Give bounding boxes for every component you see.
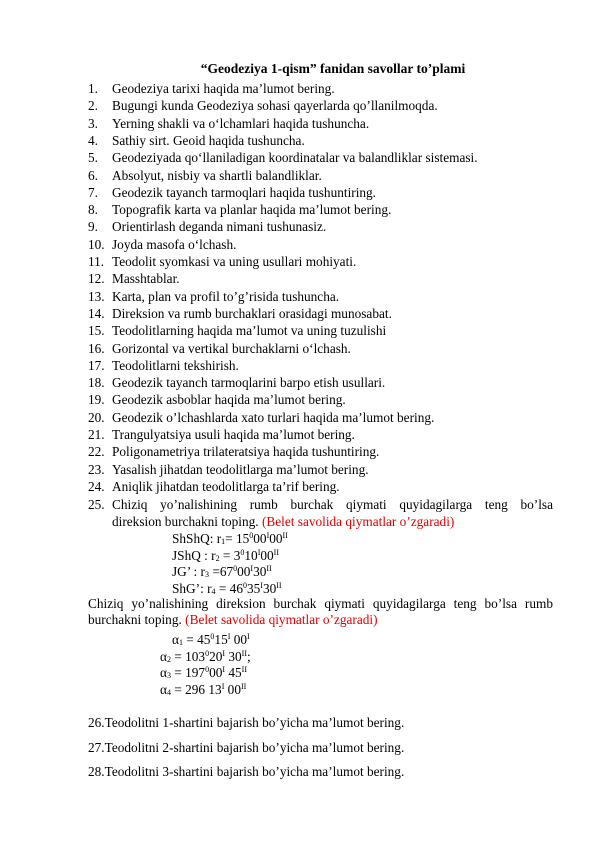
- value-degrees: = 15: [225, 531, 250, 546]
- ticket-note: (Belet savolida qiymatlar o’zgaradi): [185, 612, 378, 627]
- rumb-value: [172, 531, 288, 547]
- question-text: Teodolitni 2-shartini bajarish bo’yicha ma’lumot bering.: [104, 739, 405, 755]
- question-text: Direksion va rumb burchaklari orasidagi munosabat.: [112, 305, 392, 321]
- value-label: α: [160, 681, 167, 697]
- value-minutes: 15: [214, 632, 228, 647]
- question-item: [88, 341, 351, 357]
- alpha-value: [160, 665, 247, 681]
- question-number: 20.: [88, 409, 105, 425]
- question-text: Chiziq yo’nalishining rumb burchak qiymati quyidagilarga teng bo’lsa: [112, 497, 553, 512]
- value-label: JShQ : r: [172, 547, 216, 563]
- question-number: 19.: [88, 392, 105, 408]
- value-index: 4: [166, 687, 171, 697]
- question-item: [88, 715, 404, 731]
- question-number: 17.: [88, 357, 105, 373]
- minute-sign: I: [266, 531, 270, 540]
- question-number: 8.: [88, 202, 98, 218]
- question-item: [88, 479, 340, 495]
- rumb-value: [172, 564, 272, 580]
- value-minutes: 35: [246, 580, 261, 596]
- minute-sign: I: [222, 648, 226, 658]
- question-text: Sathiy sirt. Geoid haqida tushuncha.: [112, 132, 305, 148]
- value-minutes: 20: [209, 648, 223, 664]
- value-label: ShG’: r: [172, 580, 212, 596]
- second-sign: II: [241, 648, 247, 658]
- question-text: Geodezik asboblar haqida ma’lumot bering.: [112, 392, 346, 408]
- question-text: Trangulyatsiya usuli haqida ma’lumot bering.: [112, 427, 355, 442]
- question-number: 2.: [88, 98, 98, 114]
- question-text: Teodolit syomkasi va uning usullari mohiyati.: [112, 254, 357, 269]
- value-degrees: = 45: [182, 632, 211, 647]
- question-number: 14.: [88, 305, 105, 321]
- value-label: α: [160, 665, 167, 680]
- value-index: 2: [215, 553, 220, 563]
- degree-sign: 0: [240, 547, 245, 557]
- question-text: Teodolitlarni tekshirish.: [112, 357, 239, 373]
- question-number: 5.: [88, 150, 98, 166]
- value-degrees: = 197: [170, 665, 206, 680]
- value-degrees: = 296 13: [170, 681, 222, 697]
- question-item: [88, 740, 404, 756]
- value-minutes: 00: [237, 564, 251, 579]
- value-seconds: 45: [225, 665, 242, 680]
- value-seconds: 30: [262, 580, 277, 596]
- value-index: 2: [166, 654, 171, 664]
- question-text: Poligonametriya trilateratsiya haqida tushuntiring.: [112, 444, 380, 460]
- question-number: 13.: [88, 288, 105, 304]
- second-sign: II: [240, 681, 247, 691]
- question-item: [88, 219, 326, 235]
- minute-sign: I: [227, 632, 231, 641]
- value-minutes: 10: [244, 547, 258, 563]
- question-number: 1.: [88, 81, 98, 96]
- alpha-value: [160, 682, 246, 698]
- value-seconds: 00: [260, 547, 274, 563]
- question-item: [88, 375, 385, 391]
- minute-sign: I: [222, 665, 226, 674]
- question-text: Teodolitni 1-shartini bajarish bo’yicha ma’lumot bering.: [104, 715, 405, 730]
- value-seconds: 30: [253, 564, 267, 579]
- question-item: [88, 116, 369, 132]
- question-number: 6.: [88, 167, 98, 183]
- question-item: [88, 358, 239, 374]
- minute-sign: I: [250, 564, 254, 573]
- question-text: Karta, plan va profil to’g’risida tushuncha.: [112, 288, 340, 304]
- value-seconds: 00: [230, 632, 248, 647]
- degree-sign: 0: [242, 580, 247, 590]
- value-minutes: 00: [209, 665, 223, 680]
- question-text: Yasalish jihatdan teodolitlarga ma’lumot bering.: [112, 461, 369, 477]
- second-sign: II: [266, 564, 272, 573]
- paragraph-text: burchakni toping.: [88, 612, 182, 627]
- second-sign: II: [241, 665, 247, 674]
- question-text: Bugungi kunda Geodeziya sohasi qayerlarda qo’llanilmoqda.: [112, 98, 438, 114]
- minute-sign: I: [221, 681, 225, 691]
- minute-sign: I: [260, 580, 263, 590]
- question-number: 15.: [88, 323, 105, 339]
- question-item: [88, 150, 478, 166]
- second-sign: II: [276, 580, 282, 590]
- question-number: 3.: [88, 115, 98, 131]
- paragraph-line: [88, 612, 553, 628]
- value-index: 4: [211, 586, 216, 596]
- page-title: “Geodeziya 1-qism” fanidan savollar to’plami: [200, 61, 466, 76]
- second-sign: II: [282, 531, 288, 540]
- question-number: 18.: [88, 375, 105, 391]
- degree-sign: 0: [210, 632, 215, 641]
- question-item: [88, 237, 236, 253]
- question-text: Masshtablar.: [112, 271, 180, 287]
- question-number: 25.: [88, 497, 105, 512]
- question-item: [88, 133, 305, 149]
- question-number: 23.: [88, 461, 105, 477]
- question-text: Teodolitni 3-shartini bajarish bo’yicha ma’lumot bering.: [104, 764, 405, 779]
- degree-sign: 0: [205, 665, 210, 674]
- question-25-line1: [88, 497, 553, 513]
- question-item: [88, 427, 355, 443]
- question-item: [88, 168, 322, 184]
- question-item: [88, 202, 391, 218]
- question-number: 7.: [88, 184, 98, 200]
- question-item: [88, 254, 356, 270]
- question-item: [88, 185, 376, 201]
- value-tail: ;: [246, 648, 251, 664]
- question-number: 24.: [88, 478, 105, 494]
- question-25-line2: [112, 514, 454, 530]
- question-item: [88, 444, 379, 460]
- value-degrees: = 46: [215, 580, 243, 596]
- question-item: [88, 392, 346, 408]
- value-seconds: 30: [225, 648, 242, 664]
- question-text: Topografik karta va planlar haqida ma’lumot bering.: [112, 202, 392, 218]
- value-index: 1: [178, 638, 183, 647]
- value-label: JG’ : r: [172, 564, 205, 579]
- question-number: 12.: [88, 271, 105, 287]
- question-item: [88, 764, 404, 780]
- question-item: [88, 289, 339, 305]
- degree-sign: 0: [233, 564, 238, 573]
- paragraph-line: Chiziq yo’nalishining direksion burchak qiymati quyidagilarga teng bo’lsa rumb: [88, 596, 553, 611]
- question-text: Absolyut, nisbiy va shartli balandliklar.: [112, 167, 322, 183]
- value-index: 3: [205, 570, 209, 579]
- question-text: Gorizontal va vertikal burchaklarni o‘lchash.: [112, 340, 351, 356]
- rumb-value: [172, 581, 282, 597]
- question-number: 22.: [88, 444, 105, 460]
- question-item: [88, 323, 386, 339]
- value-degrees: =67: [209, 564, 234, 579]
- value-index: 3: [166, 671, 171, 680]
- question-text: Yerning shakli va o‘lchamlari haqida tushuncha.: [112, 115, 370, 131]
- value-seconds: 00: [269, 531, 283, 546]
- question-text: Joyda masofa o‘lchash.: [112, 236, 237, 252]
- question-text: Orientirlash deganda nimani tushunasiz.: [112, 219, 327, 235]
- minute-sign: I: [257, 547, 261, 557]
- question-number: 27.: [88, 739, 105, 755]
- value-index: 1: [221, 537, 226, 546]
- value-label: ShShQ: r: [172, 531, 222, 546]
- value-label: α: [172, 632, 179, 647]
- question-text: Geodeziyada qo‘llaniladigan koordinatalar va balandliklar sistemasi.: [112, 150, 478, 166]
- question-number: 4.: [88, 132, 98, 148]
- alpha-value: [160, 649, 251, 665]
- question-text: Teodolitlarning haqida ma’lumot va uning tuzulishi: [112, 323, 387, 339]
- degree-sign: 0: [205, 648, 210, 658]
- question-item: [88, 306, 392, 322]
- value-seconds: 00: [224, 681, 241, 697]
- rumb-value: [172, 548, 279, 564]
- question-item: [88, 271, 180, 287]
- question-item: [88, 410, 434, 426]
- alpha-value: [172, 632, 250, 648]
- question-item: [88, 462, 369, 478]
- question-number: 9.: [88, 219, 98, 235]
- question-text: Geodeziya tarixi haqida ma’lumot bering.: [112, 81, 335, 96]
- question-text: Geodezik o’lchashlarda xato turlari haqida ma’lumot bering.: [112, 409, 435, 425]
- question-item: [88, 81, 335, 97]
- question-number: 16.: [88, 340, 105, 356]
- second-sign: I: [247, 632, 250, 641]
- question-number: 21.: [88, 427, 105, 442]
- ticket-note: (Belet savolida qiymatlar o’zgaradi): [261, 514, 455, 529]
- question-number: 28.: [88, 764, 105, 779]
- direction-paragraph: [88, 596, 553, 628]
- value-minutes: 00: [253, 531, 267, 546]
- question-number: 26.: [88, 715, 105, 730]
- value-degrees: = 3: [219, 547, 241, 563]
- degree-sign: 0: [249, 531, 254, 540]
- question-number: 10.: [88, 236, 105, 252]
- question-text: direksion burchakni toping.: [112, 514, 259, 529]
- question-text: Geodezik tayanch tarmoqlarini barpo etish usullari.: [112, 375, 386, 391]
- value-label: α: [160, 648, 167, 664]
- question-text: Geodezik tayanch tarmoqlari haqida tushuntiring.: [112, 184, 377, 200]
- value-degrees: = 103: [170, 648, 206, 664]
- question-number: 11.: [88, 254, 105, 269]
- second-sign: II: [273, 547, 279, 557]
- question-item: [88, 98, 438, 114]
- question-text: Aniqlik jihatdan teodolitlarga ta’rif bering.: [112, 478, 340, 494]
